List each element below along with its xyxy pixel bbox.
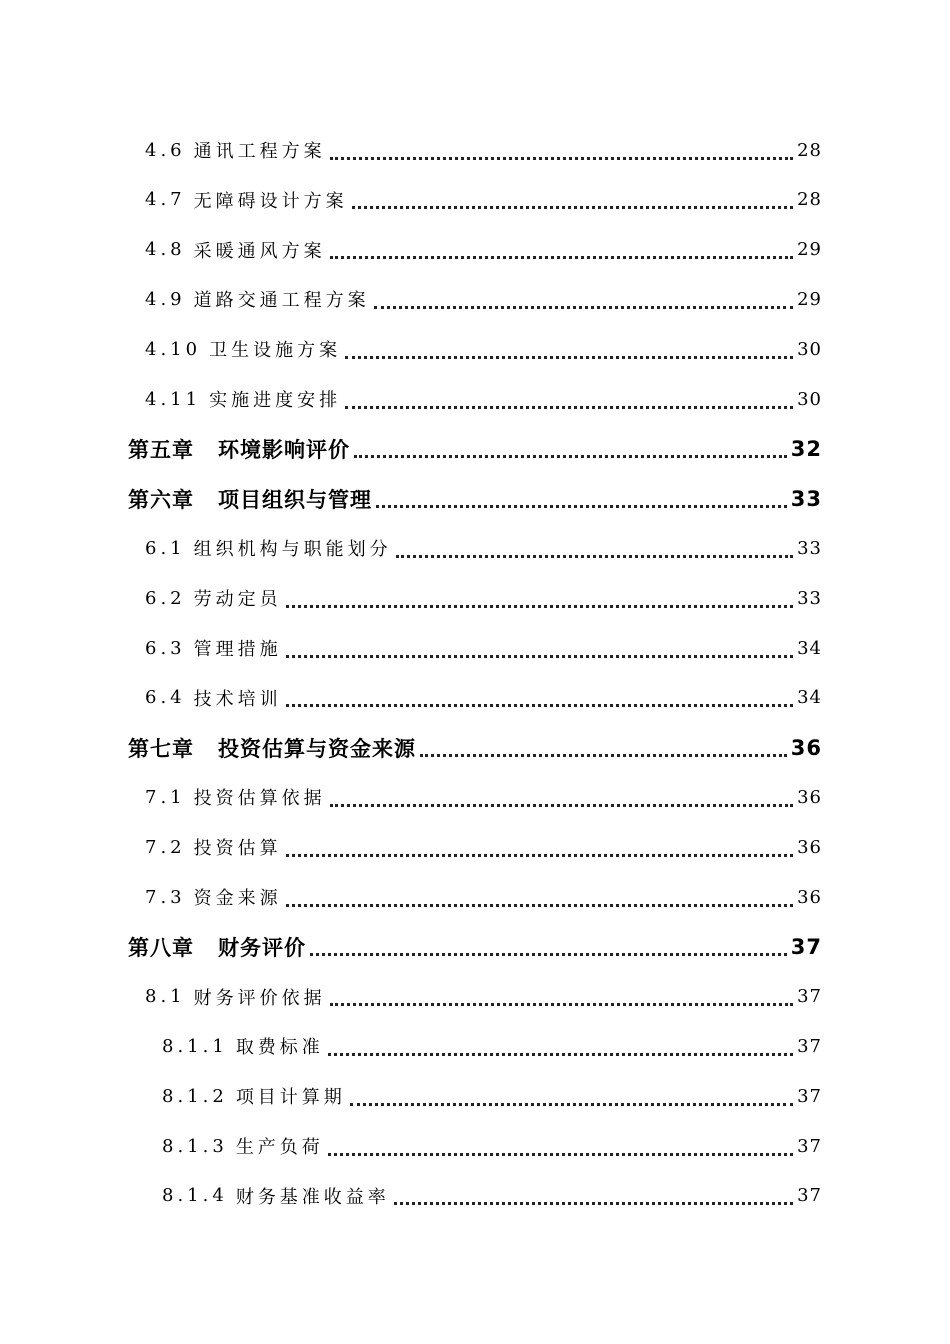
toc-entry-6-4[interactable]	[0, 673, 950, 723]
toc-page-number: 37	[797, 1035, 822, 1057]
toc-title: 投资估算	[193, 838, 282, 860]
toc-page-number: 32	[790, 436, 822, 461]
toc-number: 4.6	[145, 139, 186, 161]
dot-leader	[374, 306, 793, 309]
toc-page-number: 36	[797, 786, 822, 808]
toc-title: 组织机构与职能划分	[193, 539, 392, 561]
toc-page-number: 28	[797, 139, 822, 161]
toc-entry-7-1[interactable]	[0, 772, 950, 822]
toc-entry-4-7[interactable]	[0, 175, 950, 225]
dot-leader	[286, 605, 793, 608]
toc-title: 取费标准	[235, 1037, 324, 1059]
dot-leader	[328, 1153, 793, 1156]
toc-entry-4-11[interactable]	[0, 374, 950, 424]
toc-title: 卫生设施方案	[209, 340, 342, 362]
dot-leader	[394, 1202, 793, 1205]
dot-leader	[330, 256, 793, 259]
dot-leader	[420, 754, 787, 757]
toc-chapter-number: 第八章	[128, 935, 194, 960]
toc-chapter-title: 财务评价	[218, 935, 306, 960]
dot-leader	[345, 406, 793, 409]
dot-leader	[310, 953, 787, 956]
toc-number: 7.1	[145, 786, 186, 808]
toc-number: 8.1	[145, 986, 186, 1008]
toc-number: 8.1.3	[162, 1135, 228, 1157]
dot-leader	[354, 455, 787, 458]
toc-page-number: 37	[797, 1135, 822, 1157]
dot-leader	[286, 704, 793, 707]
toc-title: 资金来源	[193, 888, 282, 909]
toc-chapter-number: 第七章	[128, 736, 194, 761]
dot-leader	[328, 1053, 793, 1056]
toc-chapter-number: 第六章	[128, 487, 194, 512]
toc-entry-8-1-1[interactable]	[0, 1021, 950, 1071]
toc-title: 生产负荷	[235, 1137, 324, 1158]
toc-entry-4-6[interactable]	[0, 125, 950, 175]
toc-number: 7.2	[145, 836, 186, 858]
toc-number: 4.8	[145, 239, 186, 261]
dot-leader	[376, 505, 787, 508]
toc-title: 项目计算期	[235, 1087, 346, 1109]
toc-entry-8-1[interactable]	[0, 972, 950, 1022]
toc-title: 财务基准收益率	[235, 1186, 390, 1208]
toc-entry-8-1-4[interactable]	[0, 1171, 950, 1221]
dot-leader	[286, 904, 793, 907]
toc-entry-8-1-2[interactable]	[0, 1071, 950, 1121]
toc-entry-4-10[interactable]	[0, 324, 950, 374]
toc-chapter-number: 第五章	[128, 437, 194, 462]
toc-page-number: 28	[797, 189, 822, 211]
toc-number: 6.1	[145, 537, 186, 559]
dot-leader	[286, 854, 793, 857]
toc-title: 投资估算依据	[193, 788, 326, 810]
toc-number: 6.4	[145, 687, 186, 709]
toc-page-number: 37	[797, 1185, 822, 1207]
toc-page-number: 37	[797, 986, 822, 1008]
toc-chapter-7[interactable]	[0, 723, 950, 773]
toc-page-number: 29	[797, 239, 822, 261]
dot-leader	[345, 356, 793, 359]
toc-page-number: 37	[797, 1085, 822, 1107]
toc-page-number: 33	[797, 537, 822, 559]
dot-leader	[330, 157, 793, 160]
toc-entry-6-3[interactable]	[0, 623, 950, 673]
toc-entry-4-9[interactable]	[0, 274, 950, 324]
dot-leader	[352, 206, 793, 209]
toc-entry-7-2[interactable]	[0, 822, 950, 872]
toc-title: 道路交通工程方案	[193, 290, 370, 312]
toc-title: 技术培训	[193, 688, 282, 710]
toc-page-number: 33	[790, 486, 822, 511]
toc-title: 财务评价依据	[193, 987, 326, 1009]
toc-number: 4.10	[145, 338, 202, 360]
toc-number: 4.7	[145, 189, 186, 211]
toc-page-number: 30	[797, 388, 822, 410]
toc-entry-6-2[interactable]	[0, 573, 950, 623]
toc-page-number: 34	[797, 687, 822, 709]
toc-page-number: 30	[797, 338, 822, 360]
toc-page-number: 36	[790, 735, 822, 760]
dot-leader	[350, 1103, 793, 1106]
toc-chapter-6[interactable]	[0, 474, 950, 524]
toc-title: 管理措施	[193, 639, 282, 660]
toc-title: 通讯工程方案	[193, 141, 326, 162]
toc-title: 劳动定员	[193, 589, 282, 611]
toc-number: 8.1.4	[162, 1185, 228, 1207]
dot-leader	[286, 655, 793, 658]
toc-number: 4.11	[145, 388, 202, 410]
toc-chapter-title: 项目组织与管理	[218, 487, 372, 512]
toc-page-number: 33	[797, 587, 822, 609]
toc-title: 无障碍设计方案	[193, 190, 348, 212]
toc-page-number: 36	[797, 886, 822, 908]
toc-number: 7.3	[145, 886, 186, 908]
toc-number: 6.2	[145, 587, 186, 609]
toc-chapter-title: 环境影响评价	[218, 437, 350, 462]
dot-leader	[330, 804, 793, 807]
toc-page-number: 34	[797, 637, 822, 659]
toc-chapter-title: 投资估算与资金来源	[218, 736, 416, 761]
toc-entry-6-1[interactable]	[0, 523, 950, 573]
toc-entry-4-8[interactable]	[0, 225, 950, 275]
toc-page-number: 37	[790, 934, 822, 959]
toc-entry-8-1-3[interactable]	[0, 1121, 950, 1171]
toc-chapter-5[interactable]	[0, 424, 950, 474]
toc-chapter-8[interactable]	[0, 922, 950, 972]
toc-title: 采暖通风方案	[193, 240, 326, 262]
dot-leader	[330, 1003, 793, 1006]
toc-page-number: 36	[797, 836, 822, 858]
toc-number: 8.1.1	[162, 1035, 228, 1057]
toc-number: 8.1.2	[162, 1085, 228, 1107]
toc-number: 4.9	[145, 288, 186, 310]
toc-page-number: 29	[797, 288, 822, 310]
dot-leader	[396, 555, 793, 558]
toc-entry-7-3[interactable]	[0, 872, 950, 922]
toc-number: 6.3	[145, 637, 186, 659]
toc-title: 实施进度安排	[209, 390, 342, 411]
